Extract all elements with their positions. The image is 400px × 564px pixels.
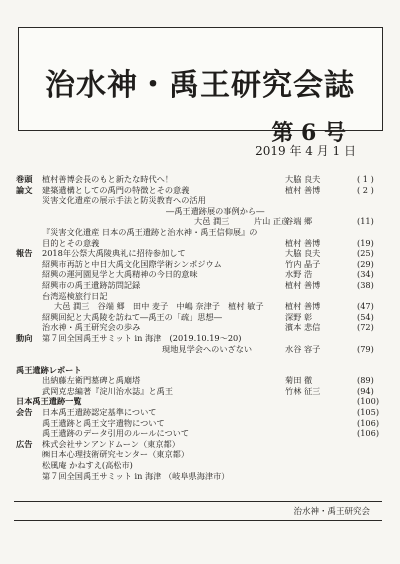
toc-entry-page: (19) [357,237,374,248]
toc-row [16,375,382,386]
toc-row [16,449,382,460]
toc-entry-page: (94) [357,385,374,396]
toc-entry-title: 大邑 潤三 片山 正彦 [194,216,290,227]
toc-entry-author: 大脇 良夫 [285,248,321,259]
journal-title: 治水神・禹王研究会誌 [45,68,355,103]
issue-number: 第 6 号 [271,120,346,146]
toc-entry-title: 紹興市の禹王遺跡訪問記録 [42,279,141,290]
toc-entry-title: 2018年公祭大禹陵典礼に招待参加して [42,248,186,259]
toc-entry-title: 台湾巡検旅行日記 [42,290,108,301]
toc-row [16,312,382,323]
toc-row [16,439,382,450]
toc-row [16,259,382,270]
toc-entry-author: 水谷 容子 [285,343,321,354]
toc-entry-title: 出納藤左衛門墓碑と禹廟塔 [42,375,141,386]
toc-entry-page: (106) [357,417,380,428]
toc-section-label: 巻頭 [16,174,33,184]
toc-row [16,174,382,185]
toc-row [16,428,382,439]
toc-entry-title: 治水神・禹王研究会の歩み [42,322,141,333]
toc-row [16,386,382,397]
toc-row [16,471,382,482]
toc-row [16,248,382,259]
toc-row [16,418,382,429]
toc-entry-author: 深野 彰 [285,311,313,322]
footer-bar [14,501,382,521]
toc-entry-author: 大脇 良夫 [285,174,321,184]
toc-section-label: 動向 [16,332,33,343]
toc-entry-title: 日本禹王遺跡認定基準について [42,407,157,418]
toc-section-label: 禹王遺跡レポート [16,364,82,375]
toc-entry-author: 竹内 晶子 [285,258,321,269]
toc-row [16,227,382,238]
toc-row [16,238,382,249]
toc-row [16,407,382,418]
toc-row [16,301,382,312]
toc-section-label: 論文 [16,184,33,195]
toc-entry-title: 武岡克忠編著『淀川治水誌』と禹王 [42,385,174,396]
toc-entry-page: (100) [357,396,380,407]
toc-entry-title: 株式会社サンアンドムーン（東京都） [42,438,180,449]
toc-entry-author: 谷端 郷 [285,216,313,227]
toc-entry-title: 禹王遺跡と禹王文字遺物について [42,417,165,428]
toc-entry-page: (11) [357,216,374,227]
toc-entry-page: (106) [357,428,380,439]
toc-section-label: 日本禹王遺跡一覧 [16,396,82,407]
toc-section-label: 報告 [16,248,33,259]
toc-entry-title: 禹王遺跡のデータ引用のルールについて [42,428,190,439]
toc-section-label: 会告 [16,407,33,418]
toc-entry-title: 災害文化遺産の展示手法と防災教育への活用 [42,195,206,206]
toc-row [16,185,382,196]
toc-entry-title: ㈱日本心理技術研究センター（東京都） [42,449,190,460]
toc-row [16,354,382,365]
toc-entry-author: 菊田 徹 [285,375,313,386]
toc-entry-page: (38) [357,279,374,290]
toc-entry-author: 植村 善博 [285,237,321,248]
toc-entry-page: (25) [357,248,374,259]
toc-entry-page: (105) [357,407,380,418]
toc-entry-title: 第７回全国禹王サミット in 海津 （岐阜県海津市） [42,470,230,481]
toc-entry-page: ( 1 ) [357,174,374,184]
toc-row [16,333,382,344]
toc-row [16,365,382,376]
toc-row [16,269,382,280]
toc-entry-title: 目的とその意義 [42,237,100,248]
toc-row [16,291,382,302]
toc-entry-title: 『災害文化遺産 日本の禹王遺跡と治水神・禹王信仰展』の [42,226,258,237]
toc-row [16,344,382,355]
toc-entry-page: (79) [357,343,374,354]
toc-entry-title: 現地見学会へのいざない [162,343,253,354]
toc-entry-page: (89) [357,375,374,386]
toc-section-label: 広告 [16,438,33,449]
toc-entry-author: 濱本 悲信 [285,322,321,333]
toc-entry-page: (54) [357,311,374,322]
toc-row [16,460,382,471]
toc-entry-title: 紹興市再訪と中日大禹文化国際学術シンポジウム [42,258,222,269]
publisher-name: 治水神・禹王研究会 [293,507,370,517]
toc-entry-page: (29) [357,258,374,269]
toc-row [16,322,382,333]
toc-row [16,396,382,407]
toc-entry-title: ―禹王遺跡展の事例から― [166,205,265,216]
toc-entry-author: 植村 善博 [285,279,321,290]
toc-entry-page: ( 2 ) [357,184,374,195]
toc-entry-title: 紹興の運河園見学と大禹精神の今日的意味 [42,269,198,280]
toc-row [16,216,382,227]
toc-entry-title: 植村善博会長のもと新たな時代へ！ [42,174,174,184]
toc-row [16,206,382,217]
toc-row [16,195,382,206]
table-of-contents [16,174,382,481]
toc-entry-title: 大邑 潤三 谷端 郷 田中 麦子 中嶋 奈津子 植村 敏子 [54,301,264,312]
toc-entry-page: (34) [357,269,374,280]
toc-entry-title: 建築遺構としての禹門の特徴とその意義 [42,184,190,195]
publication-date: 2019 年 4 月 1 日 [255,144,356,158]
toc-entry-title: 松風庵 かねすえ(高松市) [42,460,133,471]
toc-entry-title: 第７回全国禹王サミット in 海津 (2019.10.19～20) [42,332,242,343]
toc-entry-author: 植村 善博 [285,184,321,195]
toc-entry-author: 竹林 征三 [285,385,321,396]
toc-entry-author: 植村 善博 [285,301,321,312]
toc-entry-author: 水野 浩 [285,269,313,280]
toc-row [16,280,382,291]
toc-entry-page: (47) [357,301,374,312]
toc-entry-title: 紹興回紀と大禹陵を訪ねて―禹王の「疏」思想― [42,311,222,322]
toc-entry-page: (72) [357,322,374,333]
